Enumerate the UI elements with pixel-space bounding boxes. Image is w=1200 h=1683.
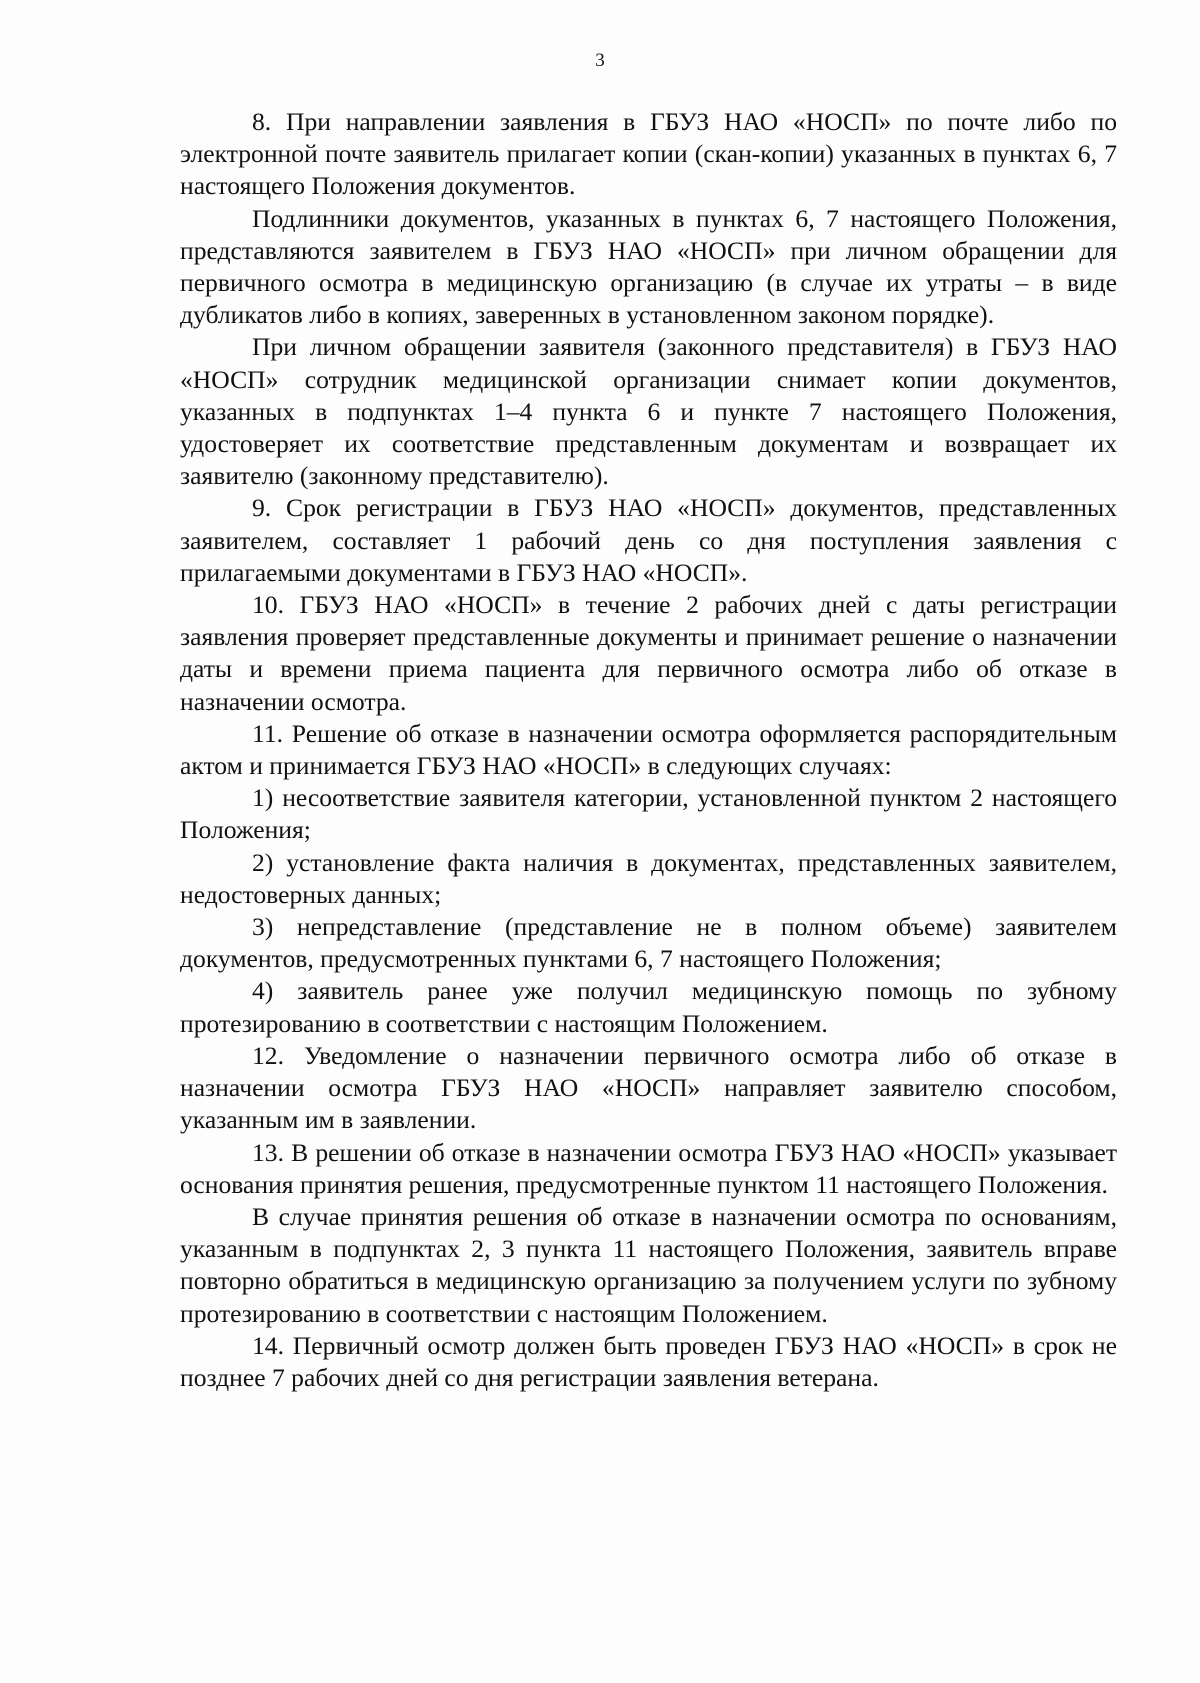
document-body (180, 106, 1117, 1394)
list-item-2: 2) установление факта наличия в документах, представленных заявителем, недостоверных данных; (180, 847, 1117, 909)
page-number: 3 (595, 50, 605, 71)
paragraph-9: 9. Срок регистрации в ГБУЗ НАО «НОСП» документов, представленных заявителем, составляет 1 рабочий день со дня поступления заявления с прилагаемыми документами в ГБУЗ НАО «НОСП». (180, 493, 1117, 587)
list-item-4: 4) заявитель ранее уже получил медицинскую помощь по зубному протезированию в соответствии с настоящим Положением. (180, 976, 1117, 1038)
list-item-3: 3) непредставление (представление не в полном объеме) заявителем документов, предусмотренных пунктами 6, 7 настоящего Положения; (180, 912, 1117, 974)
paragraph-13: 13. В решении об отказе в назначении осмотра ГБУЗ НАО «НОСП» указывает основания принятия решения, предусмотренные пунктом 11 настоящего Положения. (180, 1137, 1117, 1199)
paragraph-originals: Подлинники документов, указанных в пунктах 6, 7 настоящего Положения, представляются заявителем в ГБУЗ НАО «НОСП» при личном обращении для первичного осмотра в медицинскую организацию (в случае их утраты – в виде дубликатов либо в копиях, заверенных в установленном законом порядке). (180, 203, 1117, 330)
paragraph-14: 14. Первичный осмотр должен быть проведен ГБУЗ НАО «НОСП» в срок не позднее 7 рабочих дней со дня регистрации заявления ветерана. (180, 1330, 1117, 1392)
paragraph-8: 8. При направлении заявления в ГБУЗ НАО «НОСП» по почте либо по электронной почте заявитель прилагает копии (скан-копии) указанных в пунктах 6, 7 настоящего Положения документов. (180, 107, 1117, 201)
paragraph-10: 10. ГБУЗ НАО «НОСП» в течение 2 рабочих дней с даты регистрации заявления проверяет представленные документы и принимает решение о назначении даты и времени приема пациента для первичного осмотра либо об отказе в назначении осмотра. (180, 590, 1117, 716)
paragraph-personal-visit: При личном обращении заявителя (законного представителя) в ГБУЗ НАО «НОСП» сотрудник медицинской организации снимает копии документов, указанных в подпунктах 1–4 пункта 6 и пункте 7 настоящего Положения, удостоверяет их соответствие представленным документам и возвращает их заявителю (законному представителю). (180, 332, 1117, 491)
paragraph-12: 12. Уведомление о назначении первичного осмотра либо об отказе в назначении осмотра ГБУЗ НАО «НОСП» направляет заявителю способом, указанным им в заявлении. (180, 1040, 1117, 1135)
paragraph-11: 11. Решение об отказе в назначении осмотра оформляется распорядительным актом и принимается ГБУЗ НАО «НОСП» в следующих случаях: (180, 718, 1117, 781)
list-item-1: 1) несоответствие заявителя категории, установленной пунктом 2 настоящего Положения; (180, 783, 1117, 845)
paragraph-reapply: В случае принятия решения об отказе в назначении осмотра по основаниям, указанным в подпунктах 2, 3 пункта 11 настоящего Положения, заявитель вправе повторно обратиться в медицинскую организацию за получением услуги по зубному протезированию в соответствии с настоящим Положением. (180, 1201, 1117, 1328)
